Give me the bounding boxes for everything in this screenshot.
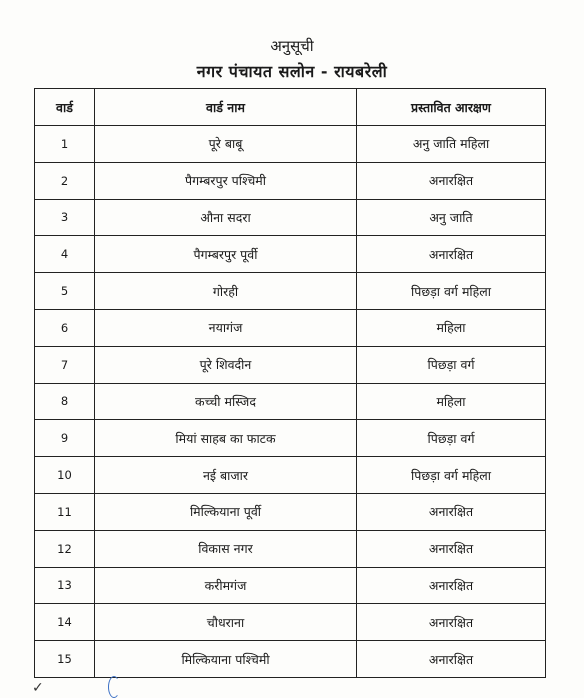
table-body [35, 126, 546, 678]
ward-number-cell: 6 [35, 309, 95, 346]
ward-name-cell: चौधराना [95, 604, 357, 641]
reservation-cell: पिछड़ा वर्ग महिला [357, 273, 546, 310]
document-subtitle: नगर पंचायत सलोन - रायबरेली [196, 62, 388, 81]
ward-name-cell: मियां साहब का फाटक [95, 420, 357, 457]
ward-number-cell: 13 [35, 567, 95, 604]
ward-number-cell: 14 [35, 604, 95, 641]
ward-name-cell: पूरे बाबू [95, 126, 357, 163]
pen-mark: ✓ [32, 680, 44, 696]
ward-name-cell: कच्ची मस्जिद [95, 383, 357, 420]
table-header-row [35, 89, 546, 126]
document-title: अनुसूची [270, 37, 314, 55]
reservation-cell: अनु जाति [357, 199, 546, 236]
ward-number-cell: 7 [35, 346, 95, 383]
table-row [35, 530, 546, 567]
reservation-cell: अनारक्षित [357, 236, 546, 273]
reservation-table [34, 88, 546, 678]
reservation-cell: महिला [357, 309, 546, 346]
ward-name-cell: विकास नगर [95, 530, 357, 567]
ink-mark [108, 676, 120, 698]
reservation-cell: पिछड़ा वर्ग महिला [357, 457, 546, 494]
ward-name-cell: नई बाजार [95, 457, 357, 494]
reservation-cell: अनारक्षित [357, 530, 546, 567]
reservation-cell: अनारक्षित [357, 567, 546, 604]
reservation-cell: अनारक्षित [357, 604, 546, 641]
table-row [35, 162, 546, 199]
ward-name-cell: पैगम्बरपुर पश्चिमी [95, 162, 357, 199]
reservation-cell: अनारक्षित [357, 641, 546, 678]
ward-name-cell: करीमगंज [95, 567, 357, 604]
ward-name-cell: मिल्कियाना पश्चिमी [95, 641, 357, 678]
table-row [35, 420, 546, 457]
ward-name-cell: औना सदरा [95, 199, 357, 236]
ward-number-cell: 9 [35, 420, 95, 457]
reservation-cell: अनारक्षित [357, 162, 546, 199]
ward-name-cell: गोरही [95, 273, 357, 310]
header-ward: वार्ड [35, 89, 95, 126]
ward-number-cell: 2 [35, 162, 95, 199]
ward-number-cell: 10 [35, 457, 95, 494]
header-proposed-reservation: प्रस्तावित आरक्षण [357, 89, 546, 126]
ward-name-cell: पूरे शिवदीन [95, 346, 357, 383]
ward-number-cell: 11 [35, 493, 95, 530]
table-row [35, 604, 546, 641]
ward-name-cell: मिल्कियाना पूर्वी [95, 493, 357, 530]
ward-number-cell: 1 [35, 126, 95, 163]
table-row [35, 236, 546, 273]
table-row [35, 126, 546, 163]
table-row [35, 273, 546, 310]
reservation-cell: अनारक्षित [357, 493, 546, 530]
table-row [35, 309, 546, 346]
ward-number-cell: 4 [35, 236, 95, 273]
ward-name-cell: नयागंज [95, 309, 357, 346]
ward-number-cell: 3 [35, 199, 95, 236]
ward-number-cell: 5 [35, 273, 95, 310]
reservation-cell: महिला [357, 383, 546, 420]
table-row [35, 383, 546, 420]
header-ward-name: वार्ड नाम [95, 89, 357, 126]
reservation-cell: अनु जाति महिला [357, 126, 546, 163]
table-row [35, 457, 546, 494]
table-row [35, 493, 546, 530]
reservation-cell: पिछड़ा वर्ग [357, 346, 546, 383]
ward-number-cell: 8 [35, 383, 95, 420]
ward-name-cell: पैगम्बरपुर पूर्वी [95, 236, 357, 273]
table-row [35, 567, 546, 604]
ward-number-cell: 12 [35, 530, 95, 567]
table-row [35, 199, 546, 236]
ward-number-cell: 15 [35, 641, 95, 678]
table-row [35, 641, 546, 678]
table-row [35, 346, 546, 383]
reservation-cell: पिछड़ा वर्ग [357, 420, 546, 457]
